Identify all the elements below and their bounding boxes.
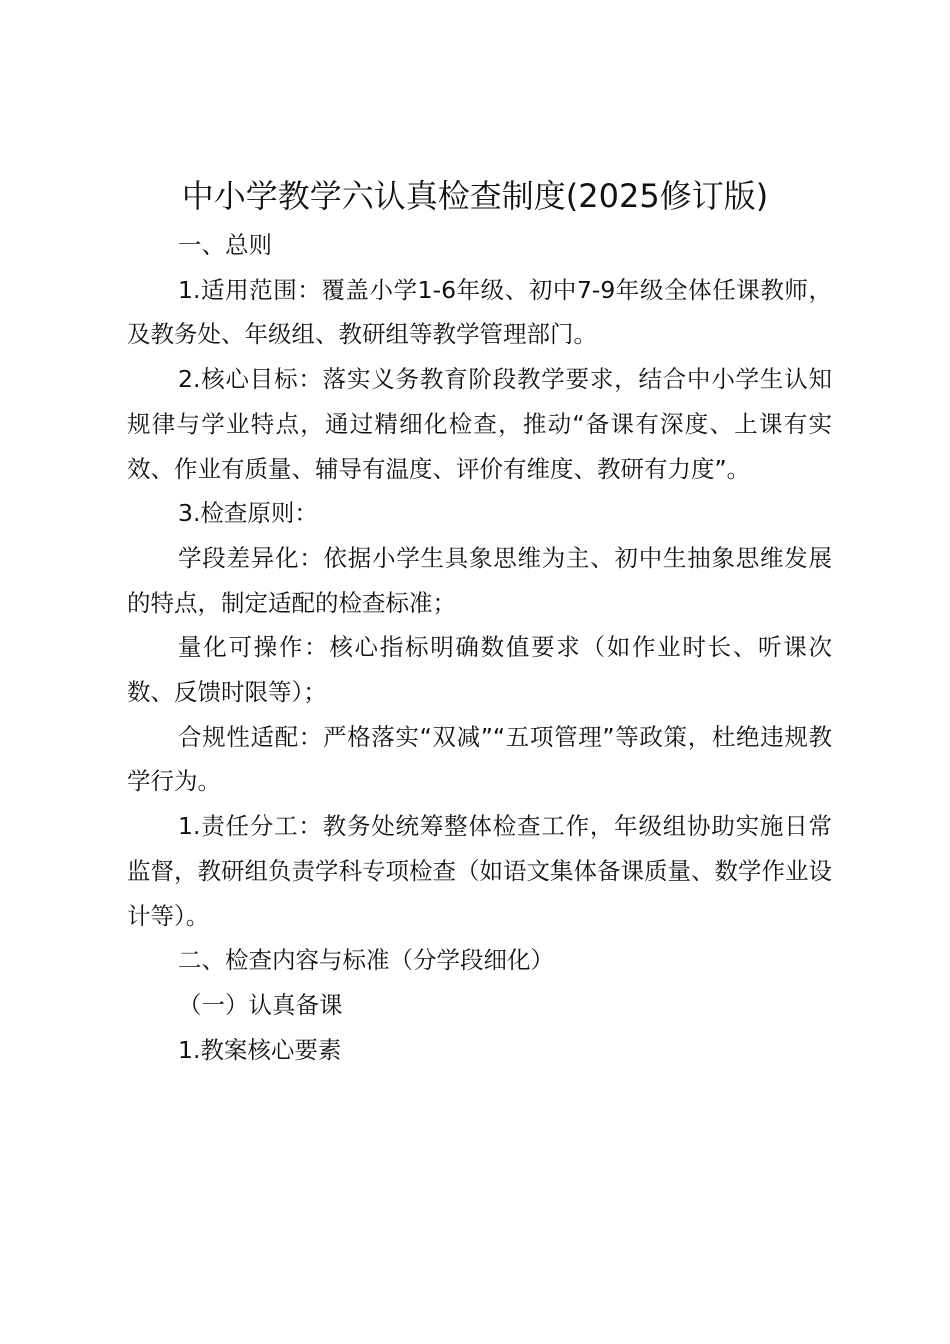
paragraph-principles-heading: 3.检查原则： xyxy=(178,499,318,528)
document-body xyxy=(127,223,832,1072)
paragraph-scope: 1.适用范围：覆盖小学1-6年级、初中7-9年级全体任课教师，及教务处、年级组、教研组等教学管理部门。 xyxy=(127,275,832,349)
paragraph-lesson-plan-elements: 1.教案核心要素 xyxy=(178,1035,342,1064)
paragraph-stage-difference: 学段差异化：依据小学生具象思维为主、初中生抽象思维发展的特点，制定适配的检查标准； xyxy=(127,543,832,617)
paragraph-core-goal: 2.核心目标：落实义务教育阶段教学要求，结合中小学生认知规律与学业特点，通过精细化检查，推动“备课有深度、上课有实效、作业有质量、辅导有温度、评价有维度、教研有力度”。 xyxy=(127,365,832,483)
paragraph-responsibility: 1.责任分工：教务处统筹整体检查工作，年级组协助实施日常监督，教研组负责学科专项检查（如语文集体备课质量、数学作业设计等）。 xyxy=(127,812,832,930)
section-heading-general: 一、总则 xyxy=(178,231,272,259)
paragraph-quantifiable: 量化可操作：核心指标明确数值要求（如作业时长、听课次数、反馈时限等）； xyxy=(127,633,832,707)
section-heading-content: 二、检查内容与标准（分学段细化） xyxy=(178,946,554,975)
document-title: 中小学教学六认真检查制度(2025修订版) xyxy=(181,177,769,215)
paragraph-compliance: 合规性适配：严格落实“双减”“五项管理”等政策，杜绝违规教学行为。 xyxy=(127,722,832,796)
subsection-heading-lesson-prep: （一）认真备课 xyxy=(178,990,343,1019)
